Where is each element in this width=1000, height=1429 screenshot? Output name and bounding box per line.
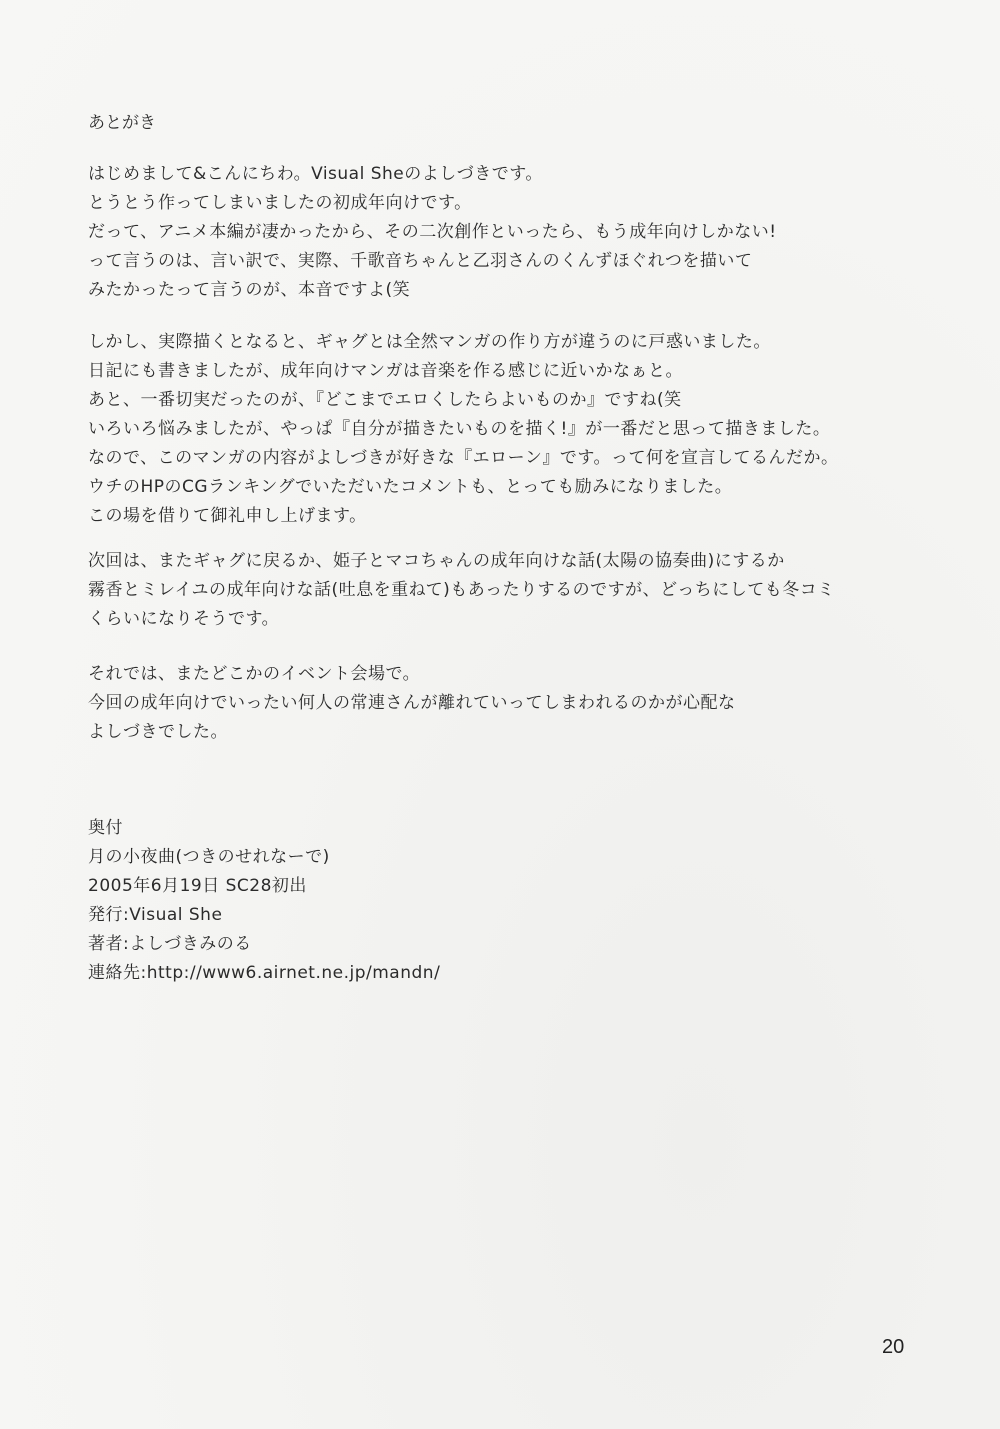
afterword-paragraph-3 (88, 547, 888, 634)
text-line: みたかったって言うのが、本音ですよ(笑 (88, 280, 411, 300)
colophon-author: 著者:よしづきみのる (88, 934, 252, 954)
colophon-title: 月の小夜曲(つきのせれなーで) (88, 847, 330, 867)
text-line: 次回は、またギャグに戻るか、姫子とマコちゃんの成年向けな話(太陽の協奏曲)にするか (88, 551, 785, 571)
text-line: とうとう作ってしまいましたの初成年向けです。 (88, 193, 472, 213)
text-line: それでは、またどこかのイベント会場で。 (88, 664, 421, 684)
text-line: って言うのは、言い訳で、実際、千歌音ちゃんと乙羽さんのくんずほぐれつを描いて (88, 251, 753, 271)
afterword-paragraph-2 (88, 328, 888, 531)
page-number: 20 (882, 1336, 905, 1358)
colophon-publisher: 発行:Visual She (88, 905, 223, 925)
text-line: 日記にも書きましたが、成年向けマンガは音楽を作る感じに近いかなぁと。 (88, 361, 683, 381)
colophon-label: 奥付 (88, 818, 123, 838)
colophon (88, 814, 888, 988)
text-line: くらいになりそうです。 (88, 609, 280, 629)
afterword-paragraph-4 (88, 660, 888, 747)
colophon-date: 2005年6月19日 SC28初出 (88, 876, 307, 896)
text-line: ウチのHPのCGランキングでいただいたコメントも、とっても励みになりました。 (88, 477, 733, 497)
colophon-contact: 連絡先:http://www6.airnet.ne.jp/mandn/ (88, 963, 441, 983)
text-line: しかし、実際描くとなると、ギャグとは全然マンガの作り方が違うのに戸惑いました。 (88, 332, 771, 352)
text-line: 霧香とミレイユの成年向けな話(吐息を重ねて)もあったりするのですが、どっちにしても冬コミ (88, 580, 835, 600)
text-line: なので、このマンガの内容がよしづきが好きな『エローン』です。って何を宣言してるんだか。 (88, 448, 839, 468)
afterword-paragraph-1 (88, 160, 888, 305)
afterword-heading: あとがき (88, 113, 156, 133)
text-line: 今回の成年向けでいったい何人の常連さんが離れていってしまわれるのかが心配な (88, 693, 736, 713)
text-line: この場を借りて御礼申し上げます。 (88, 506, 367, 526)
text-line: だって、アニメ本編が凄かったから、その二次創作といったら、もう成年向けしかない! (88, 222, 777, 242)
text-line: いろいろ悩みましたが、やっぱ『自分が描きたいものを描く!』が一番だと思って描きました。 (88, 419, 831, 439)
text-line: よしづきでした。 (88, 722, 228, 742)
text-line: あと、一番切実だったのが、『どこまでエロくしたらよいものか』ですね(笑 (88, 390, 682, 410)
text-line: はじめまして&こんにちわ。Visual Sheのよしづきです。 (88, 164, 543, 184)
